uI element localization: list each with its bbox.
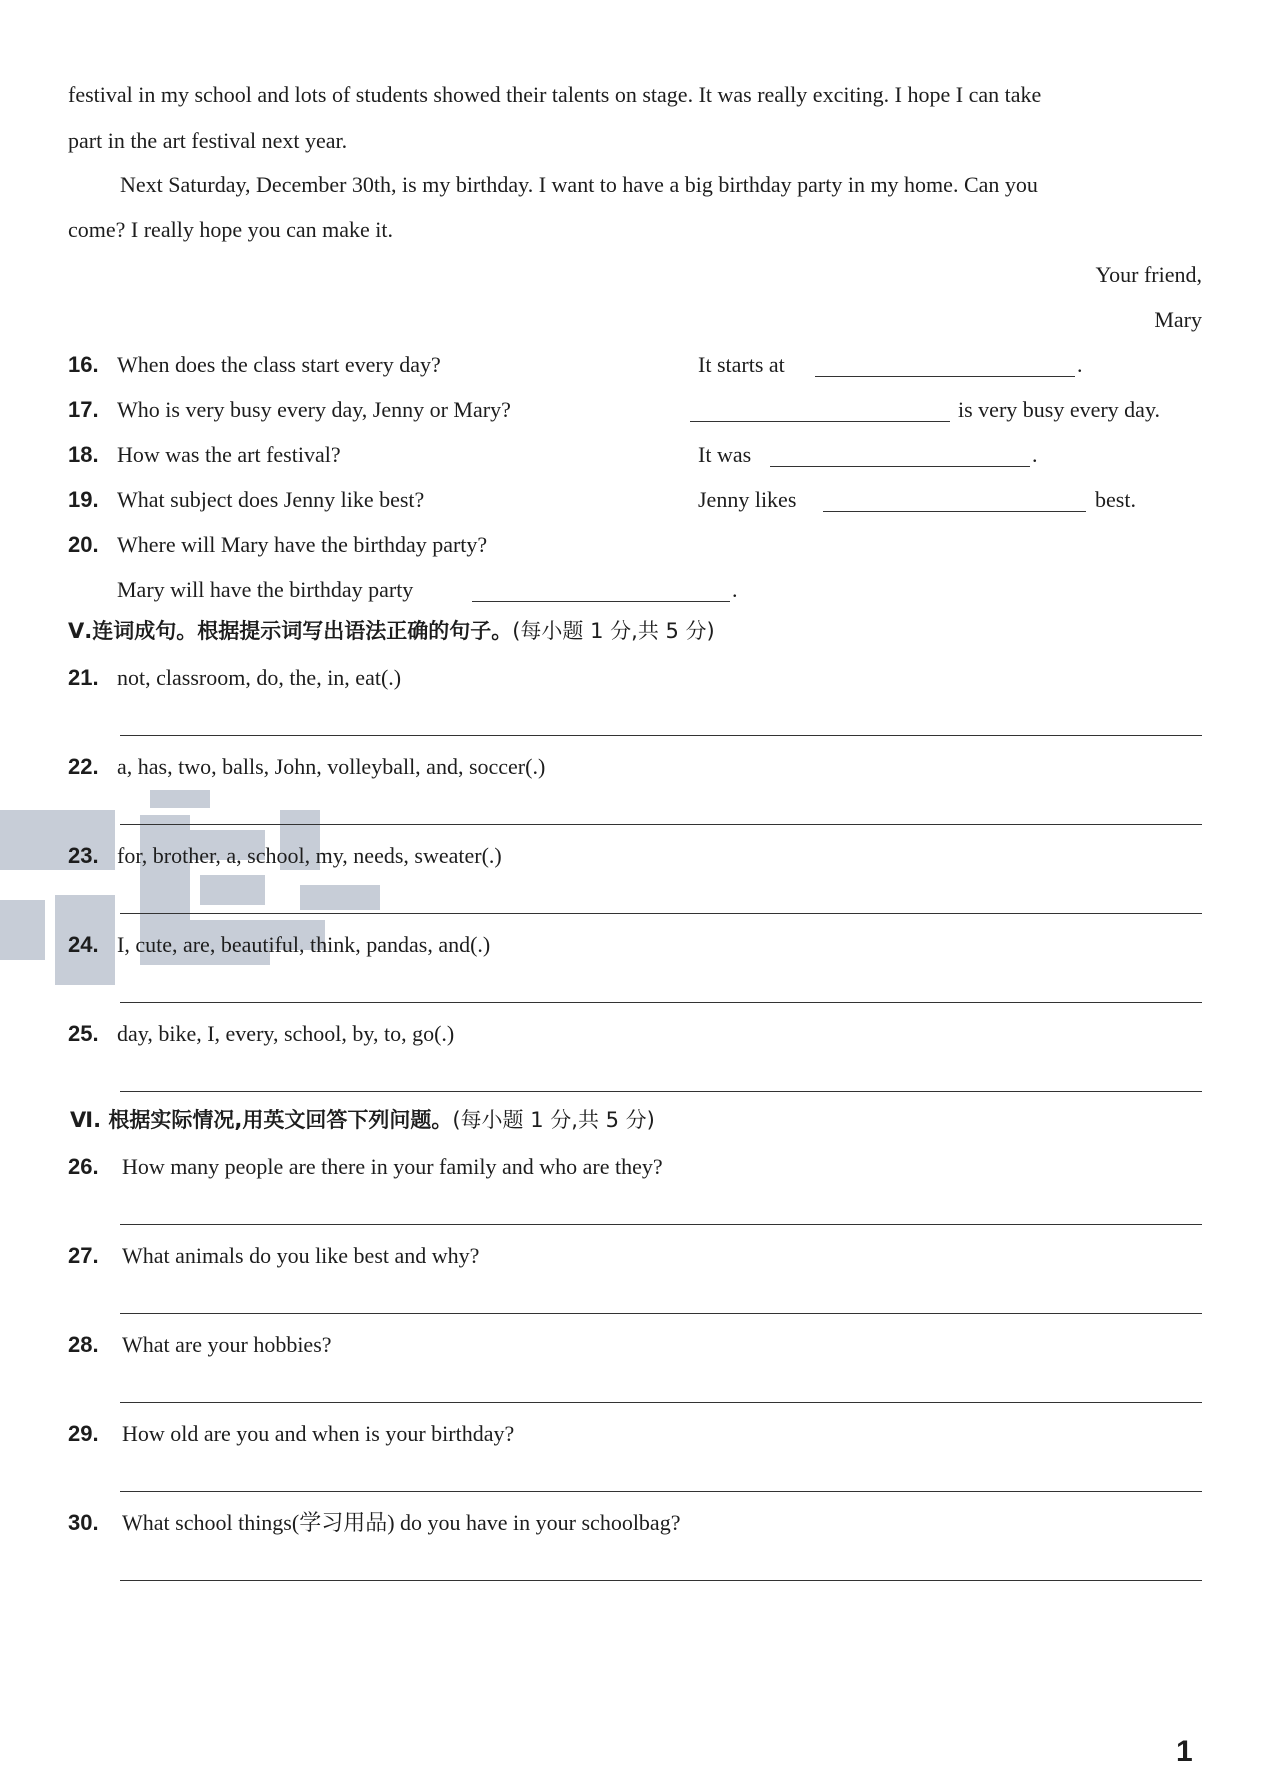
question-number: 27. — [68, 1243, 99, 1268]
answer-line[interactable] — [120, 1313, 1202, 1314]
section-roman: Ⅵ. — [70, 1108, 102, 1132]
section-note: (每小题 1 分,共 5 分) — [512, 619, 715, 643]
passage-line: Next Saturday, December 30th, is my birthday. I want to have a big birthday party in my home. Can you — [120, 172, 1038, 197]
answer-line[interactable] — [120, 1091, 1202, 1092]
question-number: 19. — [68, 487, 99, 512]
section-roman: Ⅴ. — [68, 619, 93, 643]
answer-prefix: It was — [698, 442, 752, 467]
answer-suffix: . — [1032, 442, 1038, 467]
question-text: Where will Mary have the birthday party? — [117, 532, 488, 557]
question-text: When does the class start every day? — [117, 352, 441, 377]
section-title: 连词成句。根据提示词写出语法正确的句子。 — [92, 619, 513, 643]
section-heading — [68, 616, 715, 646]
answer-line[interactable] — [120, 913, 1202, 914]
answer-suffix: . — [1077, 352, 1083, 377]
answer-line[interactable] — [120, 735, 1202, 736]
question-text: What are your hobbies? — [122, 1332, 332, 1357]
question-number: 25. — [68, 1021, 99, 1046]
question-text: How was the art festival? — [117, 442, 341, 467]
word-prompt: not, classroom, do, the, in, eat(.) — [117, 665, 402, 690]
question-text: How old are you and when is your birthday? — [122, 1421, 515, 1446]
answer-line[interactable] — [120, 1491, 1202, 1492]
question-text: What animals do you like best and why? — [122, 1243, 480, 1268]
section-title: 根据实际情况,用英文回答下列问题。 — [108, 1108, 453, 1132]
answer-prefix: Mary will have the birthday party — [117, 577, 414, 602]
answer-prefix: Jenny likes — [698, 487, 797, 512]
passage-line: part in the art festival next year. — [68, 128, 348, 153]
stamp-watermark — [0, 790, 385, 1005]
question-number: 26. — [68, 1154, 99, 1179]
word-prompt: I, cute, are, beautiful, think, pandas, and(.) — [117, 932, 491, 957]
question-number: 16. — [68, 352, 99, 377]
section-note: (每小题 1 分,共 5 分) — [452, 1108, 655, 1132]
question-number: 29. — [68, 1421, 99, 1446]
answer-blank[interactable] — [823, 511, 1086, 512]
question-text: What school things(学习用品) do you have in your schoolbag? — [122, 1510, 681, 1535]
question-number: 20. — [68, 532, 99, 557]
question-text: How many people are there in your family and who are they? — [122, 1154, 663, 1179]
answer-blank[interactable] — [472, 601, 730, 602]
passage-line: come? I really hope you can make it. — [68, 217, 393, 242]
answer-blank[interactable] — [815, 376, 1075, 377]
answer-line[interactable] — [120, 1580, 1202, 1581]
passage-line: festival in my school and lots of students showed their talents on stage. It was really exciting. I hope I can take — [68, 82, 1042, 107]
answer-line[interactable] — [120, 1402, 1202, 1403]
answer-line[interactable] — [120, 824, 1202, 825]
answer-blank[interactable] — [770, 466, 1030, 467]
section-heading — [70, 1105, 655, 1135]
letter-closing: Your friend, — [1095, 262, 1202, 287]
question-text: What subject does Jenny like best? — [117, 487, 425, 512]
question-number: 22. — [68, 754, 99, 779]
question-number: 23. — [68, 843, 99, 868]
question-number: 30. — [68, 1510, 99, 1535]
question-number: 28. — [68, 1332, 99, 1357]
answer-line[interactable] — [120, 1224, 1202, 1225]
answer-suffix: best. — [1095, 487, 1136, 512]
answer-line[interactable] — [120, 1002, 1202, 1003]
answer-suffix: . — [732, 577, 738, 602]
question-number: 17. — [68, 397, 99, 422]
question-number: 21. — [68, 665, 99, 690]
word-prompt: day, bike, I, every, school, by, to, go(.) — [117, 1021, 455, 1046]
letter-signature: Mary — [1154, 307, 1202, 332]
question-text: Who is very busy every day, Jenny or Mary? — [117, 397, 511, 422]
answer-blank[interactable] — [690, 421, 950, 422]
question-number: 24. — [68, 932, 99, 957]
question-number: 18. — [68, 442, 99, 467]
page-number: 1 — [1176, 1735, 1193, 1768]
answer-prefix: It starts at — [698, 352, 785, 377]
word-prompt: for, brother, a, school, my, needs, sweater(.) — [117, 843, 502, 868]
word-prompt: a, has, two, balls, John, volleyball, and, soccer(.) — [117, 754, 546, 779]
answer-suffix: is very busy every day. — [958, 397, 1161, 422]
